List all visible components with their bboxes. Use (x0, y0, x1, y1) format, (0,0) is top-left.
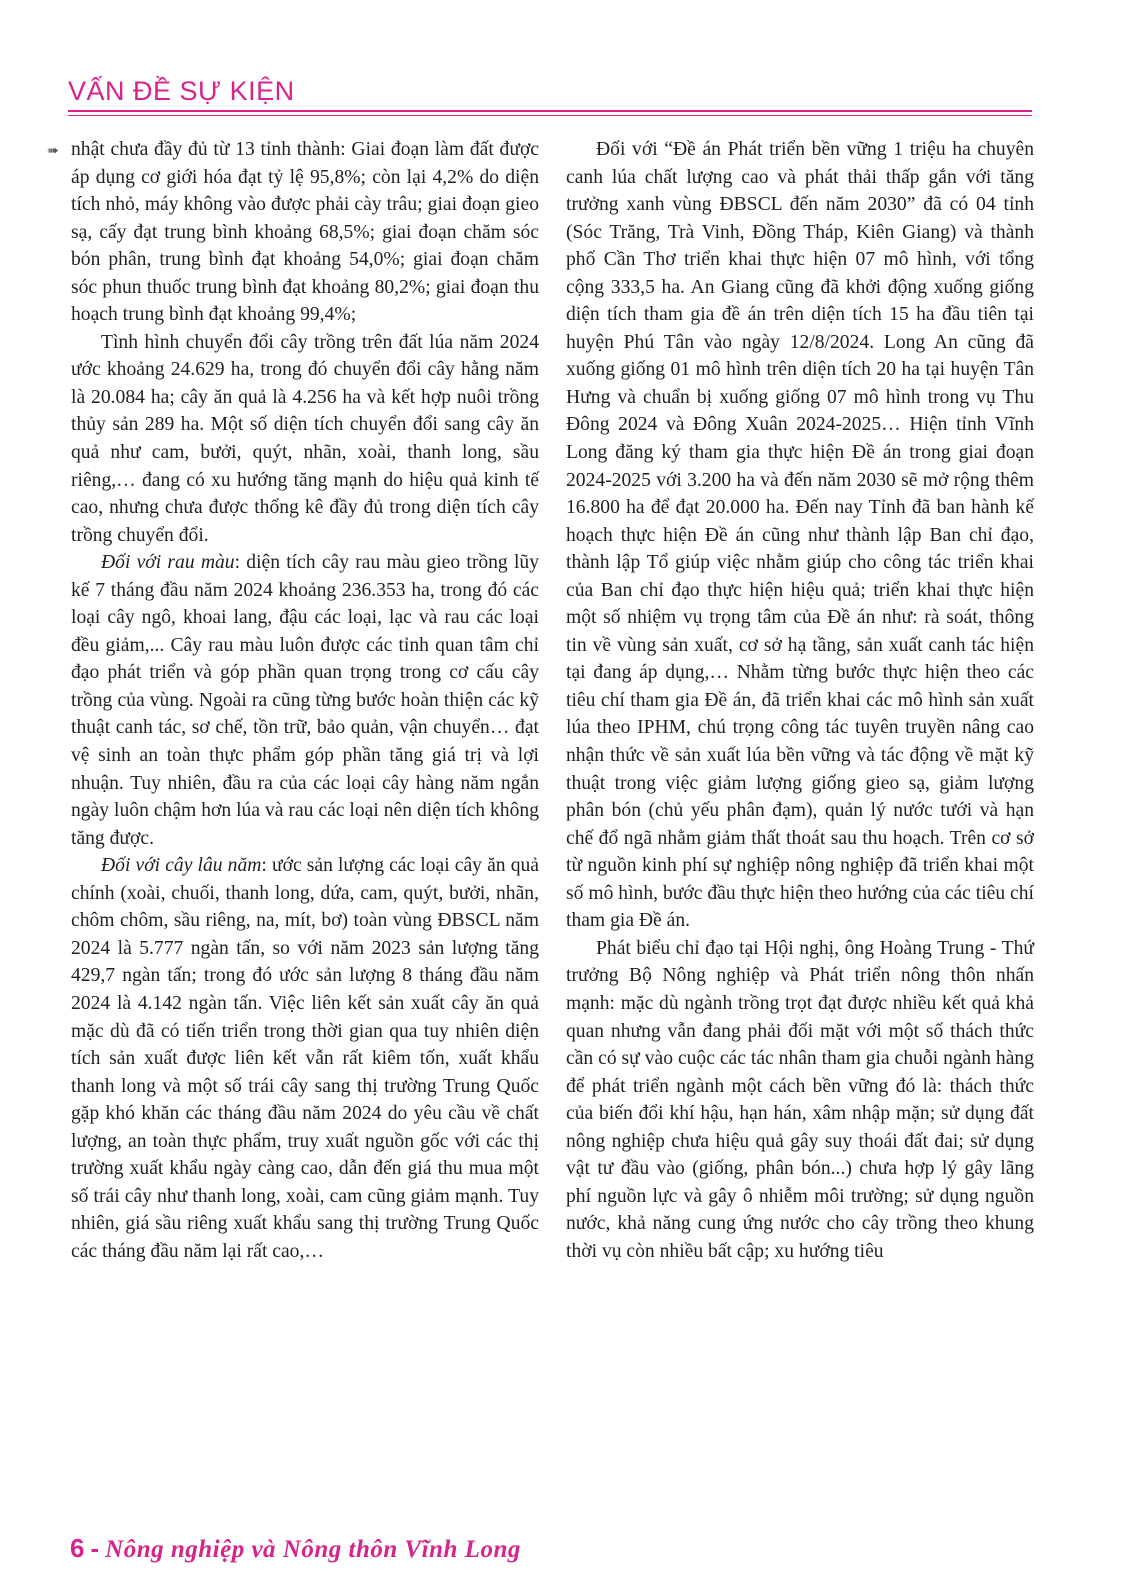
paragraph-lead-perennial: Đối với cây lâu năm (101, 855, 262, 877)
paragraph-vegetables (71, 549, 539, 852)
section-title: VẤN ĐỀ SỰ KIỆN (68, 76, 295, 106)
article-column-left (71, 136, 539, 1265)
footer-separator: - (90, 1533, 100, 1563)
page-number: 6 (70, 1533, 85, 1563)
magazine-name: Nông nghiệp và Nông thôn Vĩnh Long (105, 1536, 521, 1563)
paragraph-rice-project: Đối với “Đề án Phát triển bền vững 1 triệu ha chuyên canh lúa chất lượng cao và phát thải thấp gắn với tăng trưởng xanh vùng ĐBSCL đến năm 2030” đã có 04 tỉnh (Sóc Trăng, Trà Vinh, Đồng Tháp, Kiên Giang) và thành phố Cần Thơ triển khai thực hiện 07 mô hình, với tổng cộng 333,5 ha. An Giang cũng đã khởi động xuống giống diện tích tham gia đề án trên diện tích 15 ha đầu tiên tại huyện Phú Tân vào ngày 12/8/2024. Long An cũng đã xuống giống 01 mô hình trên diện tích 20 ha tại huyện Tân Hưng và chuẩn bị xuống giống 07 mô hình trong vụ Thu Đông 2024 và Đông Xuân 2024-2025… Hiện tỉnh Vĩnh Long đăng ký tham gia thực hiện Đề án trong giai đoạn 2024-2025 với 3.200 ha và đến năm 2030 sẽ mở rộng thêm 16.800 ha để đạt 20.000 ha. Đến nay Tỉnh đã ban hành kế hoạch thực hiện Đề án cũng như thành lập Ban chỉ đạo, thành lập Tổ giúp việc nhằm giúp cho công tác triển khai của Ban chỉ đạo thực hiện hiệu quả; triển khai thực hiện một số nhiệm vụ trọng tâm của Đề án như: rà soát, thông tin về vùng sản xuất, cơ sở hạ tầng, sản xuất canh tác hiện tại đang áp dụng,… Nhằm từng bước thực hiện theo các tiêu chí tham gia Đề án, đã triển khai các mô hình sản xuất lúa theo IPHM, chú trọng công tác tuyên truyền nâng cao nhận thức về sản xuất lúa bền vững và tác động về mặt kỹ thuật trong việc giảm lượng giống gieo sạ, giảm lượng phân bón (chủ yếu phân đạm), quản lý nước tưới và hạn chế đổ ngã nhằm giảm thất thoát sau thu hoạch. Trên cơ sở từ nguồn kinh phí sự nghiệp nông nghiệp đã triển khai một số mô hình, bước đầu thực hiện theo hướng của các tiêu chí tham gia Đề án. (566, 139, 1034, 932)
header-divider-thin (68, 115, 1032, 116)
header-divider (68, 110, 1032, 112)
paragraph-deputy-minister: Phát biểu chỉ đạo tại Hội nghị, ông Hoàng Trung - Thứ trưởng Bộ Nông nghiệp và Phát triển nông thôn nhấn mạnh: mặc dù ngành trồng trọt đạt được nhiều kết quả khả quan nhưng vẫn đang phải đối mặt với một số thách thức cần có sự vào cuộc các tác nhân tham gia chuỗi ngành hàng để phát triển ngành một cách bền vững đó là: thách thức của biến đổi khí hậu, hạn hán, xâm nhập mặn; sử dụng đất nông nghiệp chưa hiệu quả gây suy thoái đất đai; sử dụng vật tư đầu vào (giống, phân bón...) chưa hợp lý gây lãng phí nguồn lực và gây ô nhiễm môi trường; sử dụng nguồn nước, khả năng cung ứng nước cho cây trồng theo khung thời vụ còn nhiều bất cập; xu hướng tiêu (566, 937, 1034, 1262)
arrow-right-icon: ➠ (47, 143, 59, 159)
page-footer (70, 1533, 521, 1573)
paragraph-perennial (71, 852, 539, 1265)
paragraph-mechanization: nhật chưa đầy đủ từ 13 tỉnh thành: Giai đoạn làm đất được áp dụng cơ giới hóa đạt tỷ lệ 95,8%; còn lại 4,2% do diện tích nhỏ, máy không vào được phải cày trâu; giai đoạn gieo sạ, cấy đạt trung bình khoảng 68,5%; giai đoạn chăm sóc bón phân, trung bình đạt khoảng 54,0%; giai đoạn chăm sóc phun thuốc trung bình đạt khoảng 80,2%; giai đoạn thu hoạch trung bình đạt khoảng 99,4%; (71, 139, 539, 326)
article-column-right (566, 136, 1034, 1265)
paragraph-lead-vegetables: Đối với rau màu (101, 552, 235, 574)
paragraph-crop-conversion: Tình hình chuyển đổi cây trồng trên đất lúa năm 2024 ước khoảng 24.629 ha, trong đó chuyển đổi cây hằng năm là 20.084 ha; cây ăn quả là 4.256 ha và kết hợp nuôi trồng thủy sản 289 ha. Một số diện tích chuyển đổi sang cây ăn quả như cam, bưởi, quýt, nhãn, xoài, thanh long, sầu riêng,… đang có xu hướng tăng mạnh do hiệu quả kinh tế cao, nhưng chưa được thống kê đầy đủ trong diện tích cây trồng chuyển đổi. (71, 331, 539, 546)
paragraph-body-perennial: : ước sản lượng các loại cây ăn quả chính (xoài, chuối, thanh long, dứa, cam, quýt, bưởi, nhãn, chôm chôm, sầu riêng, na, mít, bơ) toàn vùng ĐBSCL năm 2024 là 5.777 ngàn tấn, so với năm 2023 sản lượng tăng 429,7 ngàn tấn; trong đó ước sản lượng 8 tháng đầu năm 2024 là 4.142 ngàn tấn. Việc liên kết sản xuất cây ăn quả mặc dù đã có tiến triển trong thời gian qua tuy nhiên diện tích sản xuất được liên kết vẫn rất kiêm tốn, xuất khẩu thanh long và một số trái cây sang thị trường Trung Quốc gặp khó khăn các tháng đầu năm 2024 do yêu cầu về chất lượng, an toàn thực phẩm, truy xuất nguồn gốc với các thị trường xuất khẩu ngày càng cao, dẫn đến giá thu mua một số trái cây như thanh long, xoài, cam cũng giảm mạnh. Tuy nhiên, giá sầu riêng xuất khẩu sang thị trường Trung Quốc các tháng đầu năm lại rất cao,… (71, 855, 539, 1262)
paragraph-body-vegetables: : diện tích cây rau màu gieo trồng lũy kế 7 tháng đầu năm 2024 khoảng 236.353 ha, trong đó các loại cây ngô, khoai lang, đậu các loại, lạc và rau các loại đều giảm,... Cây rau màu luôn được các tỉnh quan tâm chỉ đạo phát triển và góp phần quan trọng trong cơ cấu cây trồng của vùng. Ngoài ra cũng từng bước hoàn thiện các kỹ thuật canh tác, sơ chế, tồn trữ, bảo quản, vận chuyển… đạt vệ sinh an toàn thực phẩm góp phần tăng giá trị và lợi nhuận. Tuy nhiên, đầu ra của các loại cây hàng năm ngắn ngày luôn chậm hơn lúa và rau các loại nên diện tích không tăng được. (71, 552, 539, 849)
